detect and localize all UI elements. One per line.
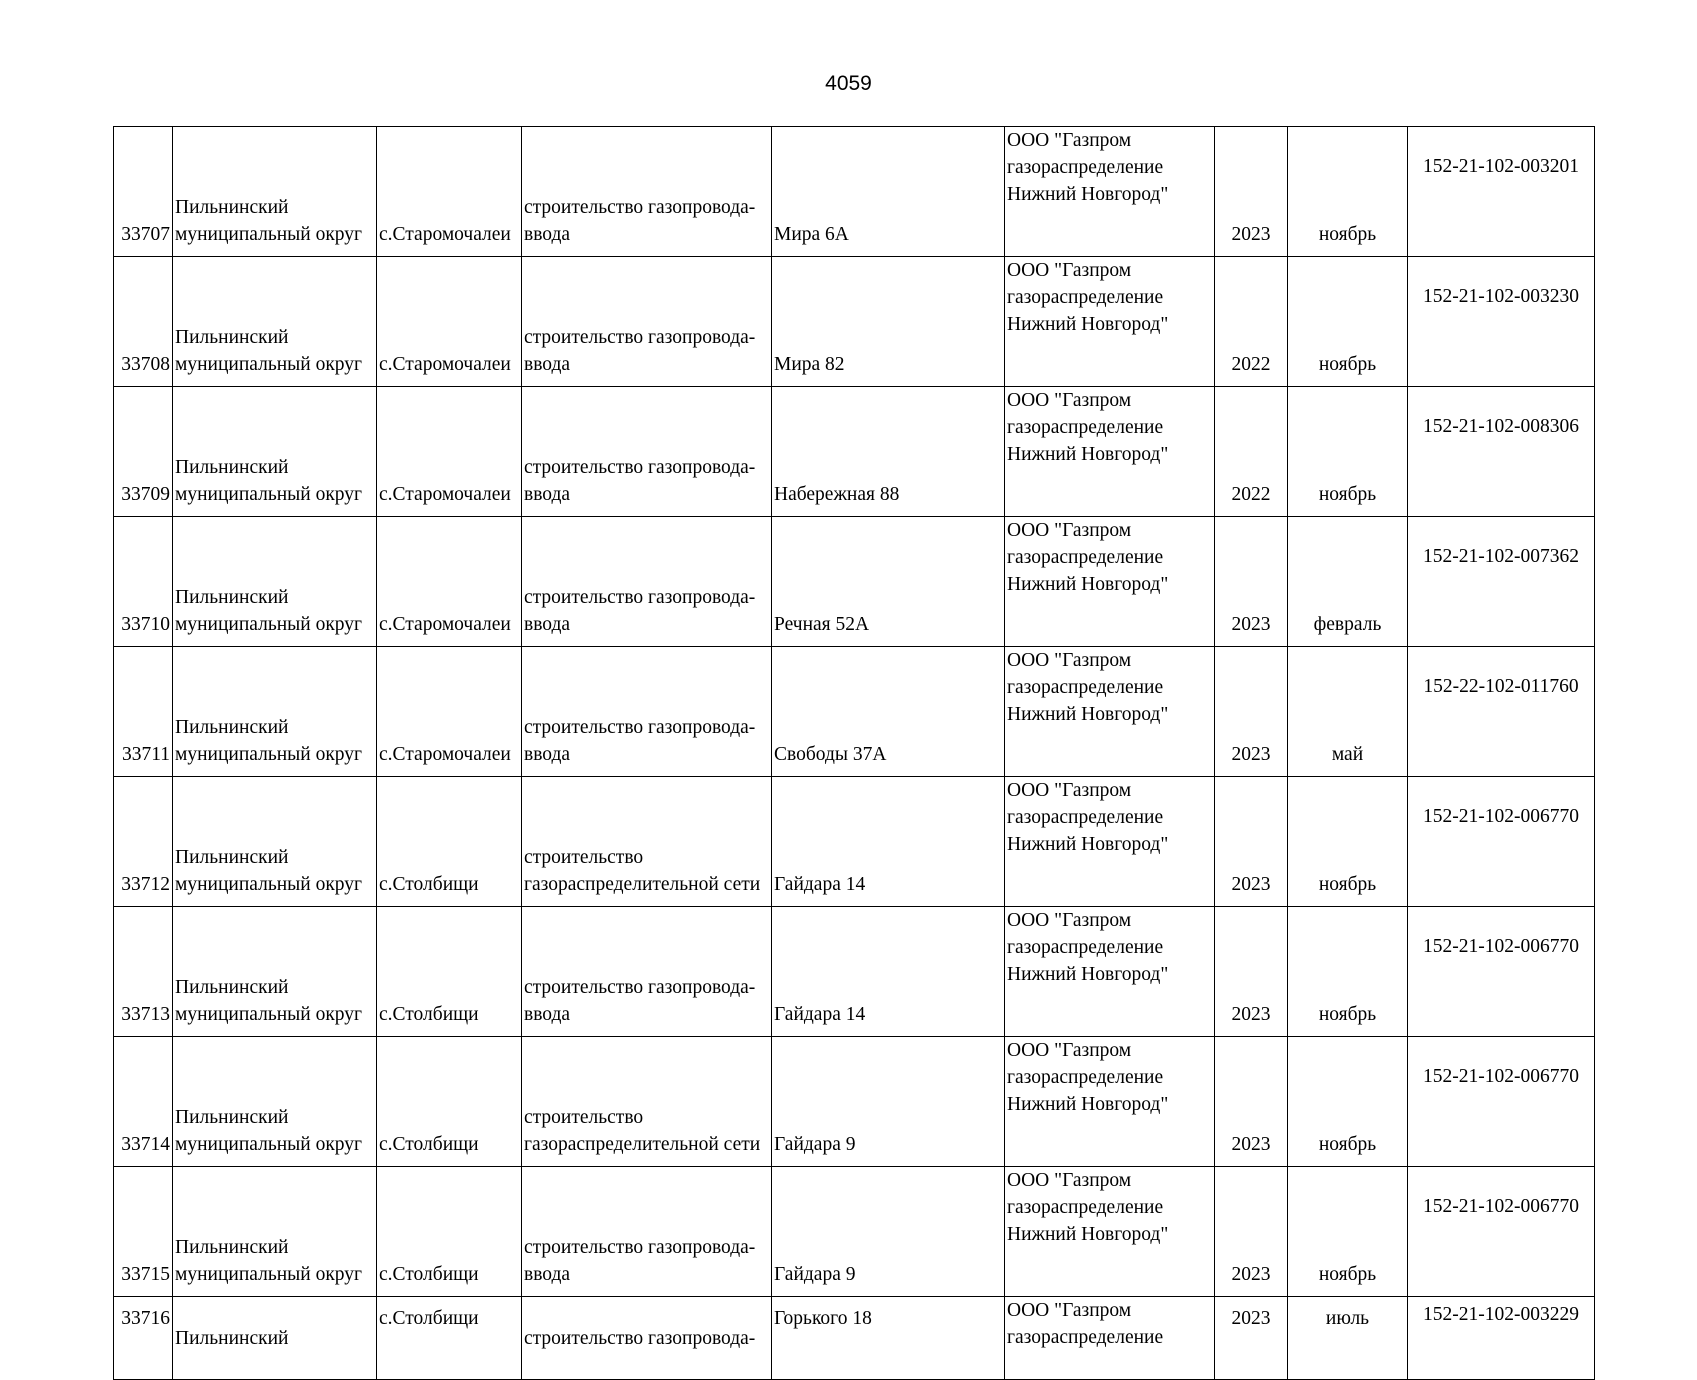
work-type-line: газораспределительной сети bbox=[524, 874, 761, 895]
year-cell: 2022 bbox=[1215, 387, 1288, 517]
organization-cell bbox=[1005, 777, 1215, 907]
registry-code-cell: 152-21-102-006770 bbox=[1408, 1037, 1595, 1167]
organization-cell bbox=[1005, 1037, 1215, 1167]
work-type-line: ввода bbox=[524, 744, 571, 765]
work-type-line: газораспределительной сети bbox=[524, 1134, 761, 1155]
organization-line: ООО "Газпром bbox=[1007, 910, 1132, 931]
district-line: Пильнинский bbox=[175, 457, 289, 478]
work-type-cell bbox=[522, 1297, 772, 1380]
work-type-cell bbox=[522, 257, 772, 387]
registry-code-cell: 152-22-102-011760 bbox=[1408, 647, 1595, 777]
organization-cell bbox=[1005, 907, 1215, 1037]
month-cell: ноябрь bbox=[1288, 257, 1408, 387]
month-cell: ноябрь bbox=[1288, 387, 1408, 517]
organization-line: Нижний Новгород" bbox=[1007, 834, 1169, 855]
table-row bbox=[114, 777, 1595, 907]
village-cell: с.Старомочалеи bbox=[377, 127, 522, 257]
district-cell bbox=[173, 1297, 377, 1380]
address-cell: Гайдара 9 bbox=[772, 1167, 1005, 1297]
district-cell bbox=[173, 517, 377, 647]
village-cell: с.Столбищи bbox=[377, 1037, 522, 1167]
district-line: муниципальный округ bbox=[175, 224, 363, 245]
organization-line: ООО "Газпром bbox=[1007, 650, 1132, 671]
organization-line: газораспределение bbox=[1007, 157, 1164, 178]
district-line: Пильнинский bbox=[175, 197, 289, 218]
organization-line: газораспределение bbox=[1007, 1067, 1164, 1088]
village-cell: с.Старомочалеи bbox=[377, 257, 522, 387]
district-line: Пильнинский bbox=[175, 717, 289, 738]
organization-cell bbox=[1005, 127, 1215, 257]
district-line: Пильнинский bbox=[175, 847, 289, 868]
district-cell bbox=[173, 907, 377, 1037]
year-cell: 2023 bbox=[1215, 517, 1288, 647]
year-cell: 2023 bbox=[1215, 907, 1288, 1037]
address-cell: Гайдара 9 bbox=[772, 1037, 1005, 1167]
village-cell: с.Старомочалеи bbox=[377, 647, 522, 777]
month-cell: июль bbox=[1288, 1297, 1408, 1380]
row-number-cell: 33716 bbox=[114, 1297, 173, 1380]
organization-line: ООО "Газпром bbox=[1007, 390, 1132, 411]
work-type-cell bbox=[522, 777, 772, 907]
work-type-cell bbox=[522, 387, 772, 517]
organization-line: Нижний Новгород" bbox=[1007, 1224, 1169, 1245]
work-type-line: строительство газопровода- bbox=[524, 587, 756, 608]
organization-line: газораспределение bbox=[1007, 417, 1164, 438]
address-cell: Мира 6А bbox=[772, 127, 1005, 257]
district-line: Пильнинский bbox=[175, 977, 289, 998]
organization-line: Нижний Новгород" bbox=[1007, 184, 1169, 205]
address-cell: Речная 52А bbox=[772, 517, 1005, 647]
district-line: Пильнинский bbox=[175, 1328, 289, 1349]
month-cell: май bbox=[1288, 647, 1408, 777]
table-row bbox=[114, 907, 1595, 1037]
organization-line: ООО "Газпром bbox=[1007, 1300, 1132, 1321]
table-row bbox=[114, 1167, 1595, 1297]
row-number-cell: 33714 bbox=[114, 1037, 173, 1167]
organization-cell bbox=[1005, 257, 1215, 387]
year-cell: 2023 bbox=[1215, 777, 1288, 907]
row-number-cell: 33715 bbox=[114, 1167, 173, 1297]
work-type-line: строительство газопровода- bbox=[524, 327, 756, 348]
work-type-line: ввода bbox=[524, 224, 571, 245]
organization-line: ООО "Газпром bbox=[1007, 520, 1132, 541]
district-line: Пильнинский bbox=[175, 327, 289, 348]
organization-cell bbox=[1005, 387, 1215, 517]
work-type-cell bbox=[522, 1037, 772, 1167]
registry-code-cell: 152-21-102-007362 bbox=[1408, 517, 1595, 647]
work-type-line: строительство газопровода- bbox=[524, 457, 756, 478]
registry-code-cell: 152-21-102-006770 bbox=[1408, 1167, 1595, 1297]
village-cell: с.Старомочалеи bbox=[377, 387, 522, 517]
district-line: Пильнинский bbox=[175, 1107, 289, 1128]
address-cell: Мира 82 bbox=[772, 257, 1005, 387]
work-type-line: строительство газопровода- bbox=[524, 1237, 756, 1258]
work-type-line: ввода bbox=[524, 614, 571, 635]
district-line: муниципальный округ bbox=[175, 1004, 363, 1025]
organization-cell bbox=[1005, 647, 1215, 777]
district-line: муниципальный округ bbox=[175, 1134, 363, 1155]
work-type-cell bbox=[522, 517, 772, 647]
organization-line: газораспределение bbox=[1007, 807, 1164, 828]
work-type-line: строительство газопровода- bbox=[524, 977, 756, 998]
month-cell: февраль bbox=[1288, 517, 1408, 647]
district-line: муниципальный округ bbox=[175, 484, 363, 505]
district-cell bbox=[173, 257, 377, 387]
work-type-line: строительство газопровода- bbox=[524, 717, 756, 738]
row-number-cell: 33713 bbox=[114, 907, 173, 1037]
organization-line: Нижний Новгород" bbox=[1007, 574, 1169, 595]
organization-line: газораспределение bbox=[1007, 1327, 1164, 1348]
work-type-cell bbox=[522, 647, 772, 777]
row-number-cell: 33712 bbox=[114, 777, 173, 907]
district-line: муниципальный округ bbox=[175, 744, 363, 765]
organization-line: газораспределение bbox=[1007, 937, 1164, 958]
row-number-cell: 33711 bbox=[114, 647, 173, 777]
organization-line: газораспределение bbox=[1007, 677, 1164, 698]
work-type-line: строительство bbox=[524, 1107, 644, 1128]
table-row bbox=[114, 127, 1595, 257]
organization-cell bbox=[1005, 1297, 1215, 1380]
organization-line: Нижний Новгород" bbox=[1007, 314, 1169, 335]
year-cell: 2023 bbox=[1215, 127, 1288, 257]
organization-line: газораспределение bbox=[1007, 547, 1164, 568]
organization-line: ООО "Газпром bbox=[1007, 1040, 1132, 1061]
registry-code-cell: 152-21-102-003201 bbox=[1408, 127, 1595, 257]
district-line: муниципальный округ bbox=[175, 354, 363, 375]
district-cell bbox=[173, 777, 377, 907]
work-type-line: строительство газопровода- bbox=[524, 197, 756, 218]
year-cell: 2023 bbox=[1215, 1037, 1288, 1167]
registry-code-cell: 152-21-102-006770 bbox=[1408, 777, 1595, 907]
registry-code-cell: 152-21-102-008306 bbox=[1408, 387, 1595, 517]
village-cell: с.Столбищи bbox=[377, 1167, 522, 1297]
registry-code-cell: 152-21-102-003230 bbox=[1408, 257, 1595, 387]
month-cell: ноябрь bbox=[1288, 1167, 1408, 1297]
address-cell: Гайдара 14 bbox=[772, 907, 1005, 1037]
district-line: муниципальный округ bbox=[175, 1264, 363, 1285]
work-type-line: строительство bbox=[524, 847, 644, 868]
organization-line: Нижний Новгород" bbox=[1007, 444, 1169, 465]
work-type-cell bbox=[522, 1167, 772, 1297]
registry-code-cell: 152-21-102-003229 bbox=[1408, 1297, 1595, 1380]
village-cell: с.Столбищи bbox=[377, 777, 522, 907]
table-row bbox=[114, 257, 1595, 387]
row-number-cell: 33707 bbox=[114, 127, 173, 257]
register-table bbox=[113, 126, 1595, 1380]
work-type-line: строительство газопровода- bbox=[524, 1328, 756, 1349]
month-cell: ноябрь bbox=[1288, 127, 1408, 257]
organization-line: газораспределение bbox=[1007, 1197, 1164, 1218]
registry-code-cell: 152-21-102-006770 bbox=[1408, 907, 1595, 1037]
register-body bbox=[114, 127, 1595, 1380]
address-cell: Гайдара 14 bbox=[772, 777, 1005, 907]
year-cell: 2023 bbox=[1215, 647, 1288, 777]
address-cell: Набережная 88 bbox=[772, 387, 1005, 517]
organization-line: ООО "Газпром bbox=[1007, 780, 1132, 801]
organization-cell bbox=[1005, 1167, 1215, 1297]
village-cell: с.Старомочалеи bbox=[377, 517, 522, 647]
month-cell: ноябрь bbox=[1288, 1037, 1408, 1167]
district-line: муниципальный округ bbox=[175, 614, 363, 635]
organization-line: ООО "Газпром bbox=[1007, 260, 1132, 281]
village-cell: с.Столбищи bbox=[377, 1297, 522, 1380]
district-line: Пильнинский bbox=[175, 587, 289, 608]
row-number-cell: 33710 bbox=[114, 517, 173, 647]
year-cell: 2023 bbox=[1215, 1167, 1288, 1297]
month-cell: ноябрь bbox=[1288, 777, 1408, 907]
district-cell bbox=[173, 647, 377, 777]
page-number: 4059 bbox=[825, 72, 872, 95]
table-row bbox=[114, 1297, 1595, 1380]
year-cell: 2023 bbox=[1215, 1297, 1288, 1380]
work-type-line: ввода bbox=[524, 1264, 571, 1285]
row-number-cell: 33709 bbox=[114, 387, 173, 517]
work-type-line: ввода bbox=[524, 1004, 571, 1025]
organization-cell bbox=[1005, 517, 1215, 647]
table-row bbox=[114, 517, 1595, 647]
work-type-line: ввода bbox=[524, 354, 571, 375]
month-cell: ноябрь bbox=[1288, 907, 1408, 1037]
work-type-cell bbox=[522, 127, 772, 257]
table-row bbox=[114, 1037, 1595, 1167]
district-cell bbox=[173, 387, 377, 517]
address-cell: Свободы 37А bbox=[772, 647, 1005, 777]
year-cell: 2022 bbox=[1215, 257, 1288, 387]
organization-line: Нижний Новгород" bbox=[1007, 704, 1169, 725]
organization-line: Нижний Новгород" bbox=[1007, 1094, 1169, 1115]
organization-line: ООО "Газпром bbox=[1007, 130, 1132, 151]
organization-line: Нижний Новгород" bbox=[1007, 964, 1169, 985]
district-cell bbox=[173, 1167, 377, 1297]
work-type-cell bbox=[522, 907, 772, 1037]
district-line: муниципальный округ bbox=[175, 874, 363, 895]
work-type-line: ввода bbox=[524, 484, 571, 505]
district-cell bbox=[173, 127, 377, 257]
village-cell: с.Столбищи bbox=[377, 907, 522, 1037]
address-cell: Горького 18 bbox=[772, 1297, 1005, 1380]
district-cell bbox=[173, 1037, 377, 1167]
row-number-cell: 33708 bbox=[114, 257, 173, 387]
organization-line: газораспределение bbox=[1007, 287, 1164, 308]
district-line: Пильнинский bbox=[175, 1237, 289, 1258]
organization-line: ООО "Газпром bbox=[1007, 1170, 1132, 1191]
table-row bbox=[114, 387, 1595, 517]
table-row bbox=[114, 647, 1595, 777]
